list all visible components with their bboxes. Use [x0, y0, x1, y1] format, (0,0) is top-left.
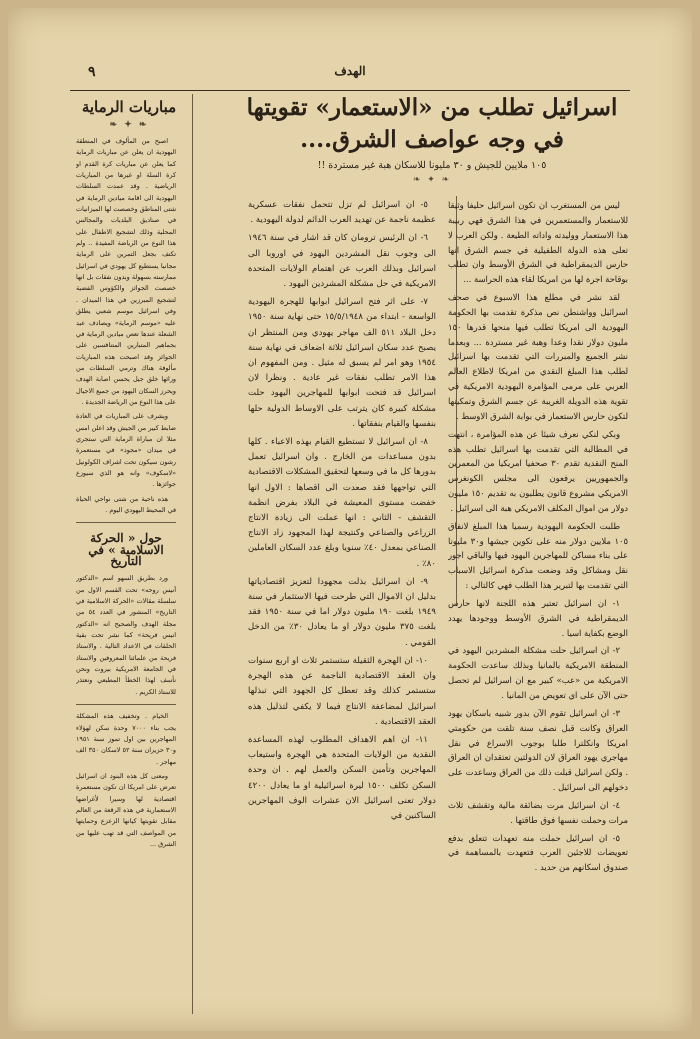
- main-article-column-middle: [248, 198, 436, 927]
- newspaper-page: [8, 8, 692, 1031]
- correction-paragraph: ورد بطريق السهو اسم «الدكتور أنيس روحه» تحت القسم الاول من سلسلة مقالات «الحركة الاسلامية في التاريخ» المنشور في العدد ٥٤ من مجلة الهدف والصحيح انه «الدكتور انيس فريحة» كما نشر تحت بقية الحلقات في الاعداد التالية . والاستاذ فريحة من علمائنا المعروفين والاستاذ في الجامعة الامريكية بيروت ونحن نأسف لهذا الخطأ المطبعي ونعتذر للاستاذ الكريم .: [76, 574, 176, 696]
- paragraph: وبكي لنكي نعرف شيئا عن هذه المؤامرة ، انتهت في المطالبة التي تقدمت بها اسرائيل تطلب هذه المنح النقدية تقدم ٣٠ صحفيا امريكيا من المعمرين والجمهوريين يرفعون الى مجلس الكونغرس الامريكي مشروع قانون يطلبون به تقديم ١٥٠ مليون دولار من اموال المكلف الامريكي هبة الى اسرائيل .: [448, 428, 628, 513]
- side-headline-text: مباريات الرماية: [81, 98, 177, 116]
- paragraph: ١- ان اسرائيل تعتبر هذه اللجنة لانها حارس الديمقراطية في الشرق الأوسط ووجودها يهدد الوضع بكفاية اسيا .: [448, 597, 628, 638]
- ornament-divider: ❧ ✦ ❧: [109, 120, 149, 130]
- headline-line-1: اسرائيل تطلب من «الاستعمار» تقويتها: [246, 94, 618, 121]
- continuation-paragraph: الخيام . وتخفيف هذه المشكلة يجب بناء ٧٠٠٠ وحدة سكن لهؤلاء المهاجرين بين اول تموز سنة ١٩٥١ و٣٠ حزيران سنة ٥٢ لاسكان ٣٥٠ الف مهاجر .: [76, 712, 176, 766]
- paragraph: ١١- ان اهم الاهداف المطلوب لهذه المساعدة النقدية من الولايات المتحدة هي الهجرة واستيعاب المهاجرين وتأمين السكن والعمل لهم . ان وحدة السكن تكلف ١٥٠٠ ليرة اسرائيلية او ما يعادل ٤٢٠٠ دولار تعنى اسرائيل الان عشرات الوف المهاجرين الساكنين في: [248, 734, 436, 821]
- journal-title: الهدف: [334, 64, 366, 78]
- paragraph: اصبح من المألوف في المنطقة اليهودية ان يعلن عن مباريات الرماية كما يعلن عن مباريات كرة القدم او كرة السلة او غيرها من المباريات الرياضية . وقد عمدت السلطات اليهودية الى اقامة ميادين الرماية في شتى المناطق وخصصت لها الميزانيات في صناديق البلديات والمجالس المحلية وذلك لتشجيع الاطفال على هذا النوع من الرياضة المفيدة .. ولم تكتف بجعل التمرين على الرماية مجانيا يستطيع كل يهودي في اسرائيل ممارسته بسهولة وبدون نفقات بل انها خصصت الجوائز والكؤوس الفضية لتشجيع المبرزين في هذا الميدان . وفي اسرائيل موسم شعبي يطلق عليه «موسم الرماية» ويصادف عيد الشعلة عندها تعص ميادين الرماية في بجماهير المتبارين المتنافسين على الجوائز وقد اصبحت هذه المباريات مألوفة هناك وترمي السلطات من ورائها خلق جيل يحسن اصابة الهدف ويحرز السكان اليهود من جميع الاجيال على هذا النوع من الرياضة الجديدة .: [76, 137, 176, 406]
- paragraph: ٩- ان اسرائيل بذلت مجهودا لتعزيز اقتصادياتها بدليل ان الاموال التي طرحت فيها الاستثمار في سنة ١٩٤٩ بلغت ١٩٠ مليون دولار اما في سنة ١٩٥٠ فقد بلغت ٣٧٥ مليون دولار او ما يعادل ٣٠٪ من الدخل القومي .: [248, 576, 436, 648]
- main-article-headline: [236, 92, 628, 189]
- paragraph: ٧- على اثر فتح اسرائيل ابوابها للهجرة اليهودية الواسعة - ابتداء من ١٥/٥/١٩٤٨ حتى نهاية سنة ١٩٥٠ دخل البلاد ٥١١ الف مهاجر يهودي ومن المنتظر ان يصبح عدد سكان اسرائيل ثلاثة اضعاف في نهاية سنة ١٩٥٤ وهو امر لم يسبق له مثيل . ومن المفهوم ان هذا الامر تطلب نفقات غير عادية . ونظرا لان اسرائيل قد فتحت ابوابها للمهاجرين اليهود حلت مشكلة كبيرة كان يترتب على الاوساط الدولية حلها بنفسها والقيام بنفقاتها .: [248, 297, 436, 429]
- page-header: [70, 62, 630, 91]
- paragraph: ٣- ان اسرائيل تقوم الآن بدور شبيه باسكان يهود العراق وكانت قبل نصف سنة تلقت من حكومتي امريكا وانكلترا طلبا بوجوب الاسراع في نقل مهاجري يهود العراق لان الدولتين تعتقدان ان العراق . ولكن اسرائيل قبلت ذلك من العراق وساعدت على دخولهم الى اسرائيل .: [448, 707, 628, 793]
- correction-headline: حول « الحركة الاسلامية » في التاريخ: [88, 531, 164, 569]
- paragraph: ٦- ان الرئيس ترومان كان قد اشار في سنة ١٩٤٦ الى وجوب نقل المشردين اليهود في اوروبا الى اسرائيل وبذلك العرب عن اهتمام الولايات المتحدة الامريكية في حل مشكلة المشردين اليهود .: [248, 233, 436, 290]
- side-article-headline: [80, 98, 178, 134]
- paragraph: ليس من المستغرب ان تكون اسرائيل حليفا وثيقا للاستعمار والمستعمرين في هذا الشرق فهي ربيبة هذا الاستعمار ووليدته واداته الطيعة . ولكن العرب لا تعلى هذه الدولة الطفيلية في جسم الشرق انها حارس الديمقراطية في الشرق الأوسط وان تطلب بوقاحة اجرة لها من امريكا لقاء هذه الحراسة ...: [448, 200, 628, 285]
- side-article-column: [76, 136, 176, 881]
- section-rule: [76, 522, 176, 523]
- paragraph: طلبت الحكومة اليهودية رسميا هذا المبلغ لانفاق ١٠٥ ملايين دولار منه على تكوين جيشها و٣٠ مليونا على بناء مساكن للمهاجرين اليهود فيها والباقي اجور نقل ومشاكل وقد وضعت مذكرة اسرائيل الاسباب التي تقدمت بها لتبرير هذا الطلب فهي كالتالي :: [448, 520, 628, 591]
- headline-line-2: في وجه عواصف الشرق....: [300, 126, 564, 153]
- paragraph: ٥- ان اسرائيل حملت منه تعهدات تتعلق بدفع تعويضات للاجئين العرب فتعهدت بالمساهمة في صندوق اسكانهم من حديد .: [448, 832, 628, 873]
- page-number: ٩: [88, 64, 96, 80]
- paragraph: هذه ناحية من شتى نواحي الحياة في المحيط اليهودي اليوم .: [76, 494, 176, 514]
- paragraph: ٨- ان اسرائيل لا تستطيع القيام بهذه الاعباء . كلها بدون مساعدات من الخارج . وان اسرائيل تعمل بدورها كل ما في وسعها لتحقيق المشكلات الاقتصادية التي تواجهها فقد صعدت الى اقصاها : الاول انها خفضت مستوى المعيشة في البلاد بفرض انظمة التقشف - الثاني : انها عملت الى زيادة الانتاج الزراعي والصناعي وكنتيجة لهذا المجهود زاد الانتاج الصناعي بمعدل ٤٠٪ سنويا وبلغ عدد السكان العاملين ٨٠٪ .: [248, 437, 436, 569]
- subheadline: ١٠٥ ملايين للجيش و ٣٠ مليونا للاسكان هبة غير مستردة !!: [317, 160, 547, 171]
- paragraph: ١٠- ان الهجرة الثقيلة ستستمر ثلاث او اربع سنوات وان العقد الاقتصادية الناجمة عن هذه الهجرة ستستمر كذلك وقد تعطل كل الجهود التي تبذلها اسرائيل لمضاعفة الانتاج فيما لا يكفي لتذليل هذه العقد الاقتصادية .: [248, 655, 436, 727]
- ornament-divider: ❧ ✦ ❧: [412, 175, 452, 185]
- continuation-paragraph: ومعنى كل هذه البنود ان اسرائيل تعرض على امريكا ان تكون مستعمرة اقتصادية لها وسيرا لأغراضها الاستعمارية في هذه الرقعة من العالم مقابل تقويتها كيانها الزعزع وحمايتها من المواصف التي قد تهب عليها من الشرق ...: [76, 771, 176, 848]
- paragraph: ٤- ان اسرائيل مرت بضائقة مالية وتقشف ثلاث مرات وحملت نفسها فوق طاقتها .: [448, 799, 628, 825]
- paragraph: لقد نشر في مطلع هذا الاسبوع في صحف اسرائيل وواشنطن نص مذكرة تقدمت بها الحكومة اليهودية الى امريكا تطلب فيها منحها قدرها ١٥٠ مليون دولار نقدا وعدا وهبة غير مستردة ... وبعدما نشر الجميع والمبررات التي تقدمت بها اسرائيل لطلب هذا المبلغ النقدي من امريكا لاطلاع العالم العربي على مرمى المؤامرة اليهودية الامريكية في تقوية هذه الدويلة الغريبة عن جسم الشرق وتمكينها لتكون حارس الاستعمار في بوابة الشرق الاوسط .: [448, 292, 628, 421]
- column-divider-left: [192, 94, 193, 1014]
- paragraph: ٢- ان اسرائيل حلت مشكلة المشردين اليهود في المنطقة الامريكية بالمانيا وبذلك ساعدت الحكومة الامريكية من «عب» كبير مع ان اسرائيل لم تحصل حتى الآن على اي تعويض من المانيا .: [448, 645, 628, 700]
- paragraph: ويشرف على المباريات في العادة ضابط كبير من الجيش وقد اعلن امس مثلا ان مباراة الرماية التي ستجري في ميدان «مجود» في مستعمرة رشون سيكون تحت اشراف الكولونيل «لاسكوف» وانه هو الذي سيوزع جوائزها .: [76, 412, 176, 489]
- paragraph: ٥- ان اسرائيل لم تزل تتحمل نفقات عسكرية عظيمة ناجمة عن تهديد العرب الدائم لدولة اليهودية .: [248, 200, 436, 226]
- main-article-column-right: [448, 198, 628, 927]
- section-rule: [76, 704, 176, 705]
